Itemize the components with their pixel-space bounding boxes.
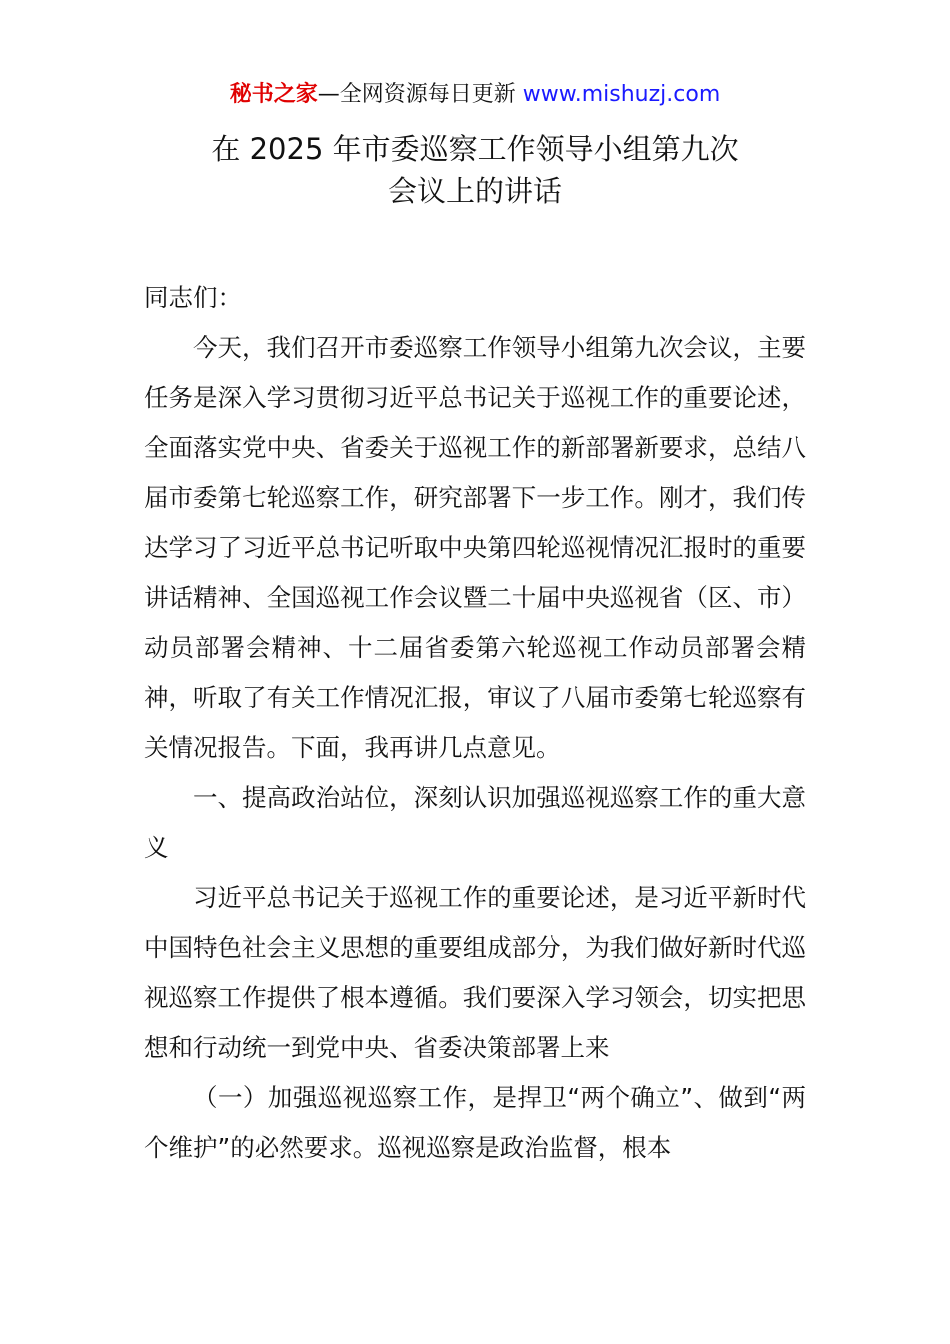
title-line-1: 在 2025 年市委巡察工作领导小组第九次: [211, 132, 739, 166]
salutation: 同志们：: [144, 283, 242, 312]
paragraph-intro: 今天，我们召开市委巡察工作领导小组第九次会议，主要任务是深入学习贯彻习近平总书记关于巡视工作的重要论述，全面落实党中央、省委关于巡视工作的新部署新要求，总结八届市委第七轮巡察工作，研究部署下一步工作。刚才，我们传达学习了习近平总书记听取中央第四轮巡视情况汇报时的重要讲话精神、全国巡视工作会议暨二十届中央巡视省（区、市）动员部署会精神、十二届省委第六轮巡视工作动员部署会精神，听取了有关工作情况汇报，审议了八届市委第七轮巡察有关情况报告。下面，我再讲几点意见。: [144, 333, 806, 762]
paragraph-section-1: 习近平总书记关于巡视工作的重要论述，是习近平新时代中国特色社会主义思想的重要组成部分，为我们做好新时代巡视巡察工作提供了根本遵循。我们要深入学习领会，切实把思想和行动统一到党中央、省委决策部署上来: [144, 883, 806, 1062]
document-body: [144, 273, 806, 1173]
section-heading-1: 一、提高政治站位，深刻认识加强巡视巡察工作的重大意义: [144, 783, 806, 862]
document-title: [0, 128, 950, 212]
brand-name: 秘书之家: [229, 82, 318, 107]
header-tagline: —全网资源每日更新: [317, 82, 523, 107]
site-url[interactable]: www.mishuzj.com: [522, 82, 721, 107]
page-header: [0, 78, 950, 112]
title-line-2: 会议上的讲话: [387, 174, 562, 208]
subsection-1: （一）加强巡视巡察工作，是捍卫“两个确立”、做到“两个维护”的必然要求。巡视巡察是政治监督，根本: [144, 1083, 806, 1162]
